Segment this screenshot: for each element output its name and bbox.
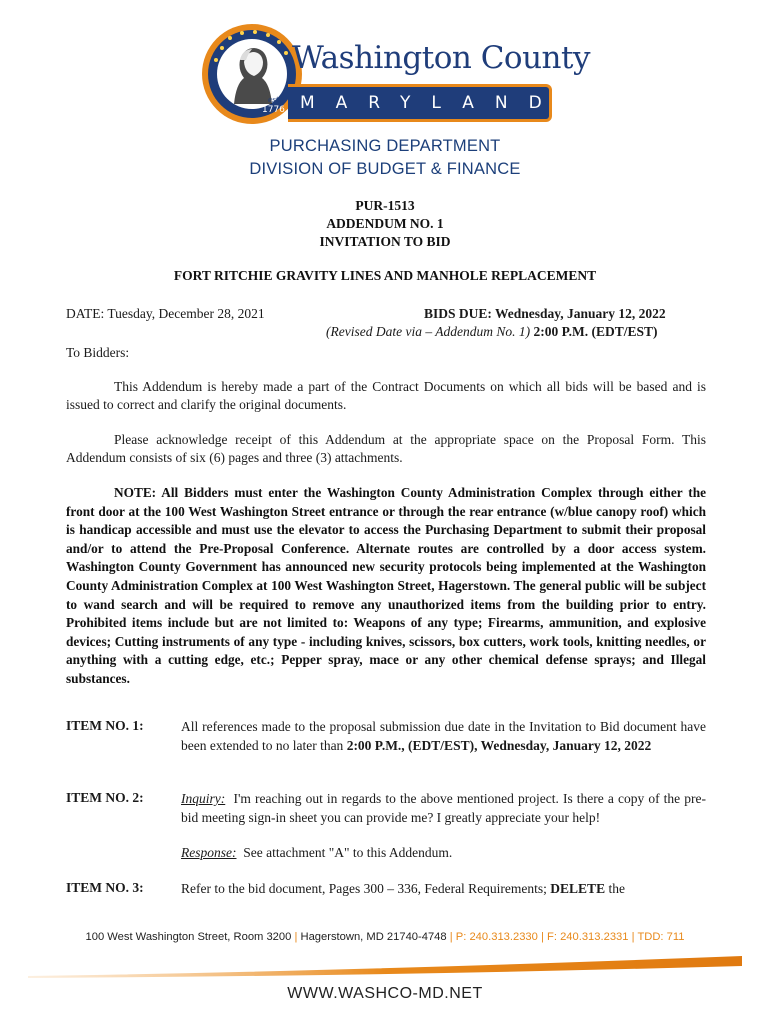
item-3-text: Refer to the bid document, Pages 300 – 336, Federal Requirements;	[181, 881, 547, 896]
security-note-text: NOTE: All Bidders must enter the Washington County Administration Complex through either the front door at the 100 West Washington Street entrance or through the rear entrance (w/blue canopy roof) which is handicap accessible and must use the elevator to access the Purchasing Department to submit their proposal and/or to attend the Pre-Proposal Conference. Alternate routes are controlled by a door access system. Washington County Government has announced new security protocols being implemented at the Washington County Administration Complex at 100 West Washington Street, Hagerstown. The general public will be subject to wand search and will be required to remove any unauthorized items from the building prior to entry. Prohibited items include but are not limited to: Weapons of any type; Firearms, ammunition, and explosive devices; Cutting instruments of any type - including knives, scissors, box cutters, work tools, knitting needles, or anything with a cutting edge, etc.; Pepper spray, mace or any other chemical defense sprays; and Illegal substances.	[66, 485, 706, 686]
security-note	[66, 484, 706, 689]
footer-website[interactable]: WWW.WASHCO-MD.NET	[287, 985, 483, 1002]
due-time: 2:00 P.M. (EDT/EST)	[533, 324, 658, 339]
dept-line-1: PURCHASING DEPARTMENT	[269, 137, 501, 155]
dept-line-2: DIVISION OF BUDGET & FINANCE	[249, 160, 521, 178]
footer-swoosh	[28, 950, 742, 980]
revised-note: (Revised Date via – Addendum No. 1)	[326, 324, 531, 339]
item-2-response	[181, 843, 706, 862]
item-2-label: ITEM NO. 2:	[66, 790, 144, 805]
item-1-body	[181, 717, 706, 755]
inquiry-label: Inquiry:	[181, 791, 226, 806]
salutation: To Bidders:	[66, 345, 130, 360]
logo-county-name: Washington County	[292, 40, 590, 76]
response-text: See attachment "A" to this Addendum.	[243, 845, 453, 860]
item-3-label: ITEM NO. 3:	[66, 880, 144, 895]
invitation-title: INVITATION TO BID	[319, 234, 451, 249]
item-1-deadline: 2:00 P.M., (EDT/EST), Wednesday, January 12, 2022	[346, 738, 652, 753]
item-3-delete: DELETE	[550, 881, 606, 896]
item-3-body	[181, 879, 706, 898]
footer-tdd: TDD: 711	[637, 931, 685, 943]
item-3-tail: the	[608, 881, 625, 896]
item-1-label: ITEM NO. 1:	[66, 718, 144, 733]
inquiry-text: I'm reaching out in regards to the above mentioned project. Is there a copy of the pre-bid meeting sign-in sheet you can provide me? I greatly appreciate your help!	[181, 791, 707, 825]
footer-address: 100 West Washington Street, Room 3200	[85, 931, 292, 943]
paragraph-2	[66, 431, 706, 467]
footer-city: Hagerstown, MD 21740-4748	[300, 931, 447, 943]
addendum-title: ADDENDUM NO. 1	[326, 216, 444, 231]
paragraph-1-text: This Addendum is hereby made a part of the Contract Documents on which all bids will be based and is issued to correct and clarify the original documents.	[66, 379, 706, 412]
item-1-text: All references made to the proposal submission due date in the Invitation to Bid document have been extended to no later than	[181, 719, 706, 753]
revised-due-line	[326, 323, 657, 341]
seal-est-text: est.	[268, 96, 281, 104]
pur-number: PUR-1513	[355, 198, 415, 213]
county-logo	[200, 18, 590, 126]
footer-fax: F: 240.313.2331	[547, 931, 629, 943]
footer-phone: P: 240.313.2330	[455, 931, 538, 943]
footer-contact: 100 West Washington Street, Room 3200 | Hagerstown, MD 21740-4748 | P: 240.313.2330 | F: 240.313.2331 | TDD: 711	[85, 931, 685, 943]
seal-year-text: 1776	[262, 105, 285, 115]
paragraph-2-text: Please acknowledge receipt of this Addendum at the appropriate space on the Proposal Form. This Addendum consists of six (6) pages and three (3) attachments.	[66, 432, 706, 465]
response-label: Response:	[181, 845, 237, 860]
date-line: DATE: Tuesday, December 28, 2021	[66, 306, 265, 321]
paragraph-1	[66, 378, 706, 414]
bids-due: BIDS DUE: Wednesday, January 12, 2022	[424, 306, 666, 321]
logo-state-name: MARYLAND	[300, 93, 563, 113]
item-2-inquiry	[181, 789, 706, 827]
project-title: FORT RITCHIE GRAVITY LINES AND MANHOLE REPLACEMENT	[173, 268, 597, 283]
